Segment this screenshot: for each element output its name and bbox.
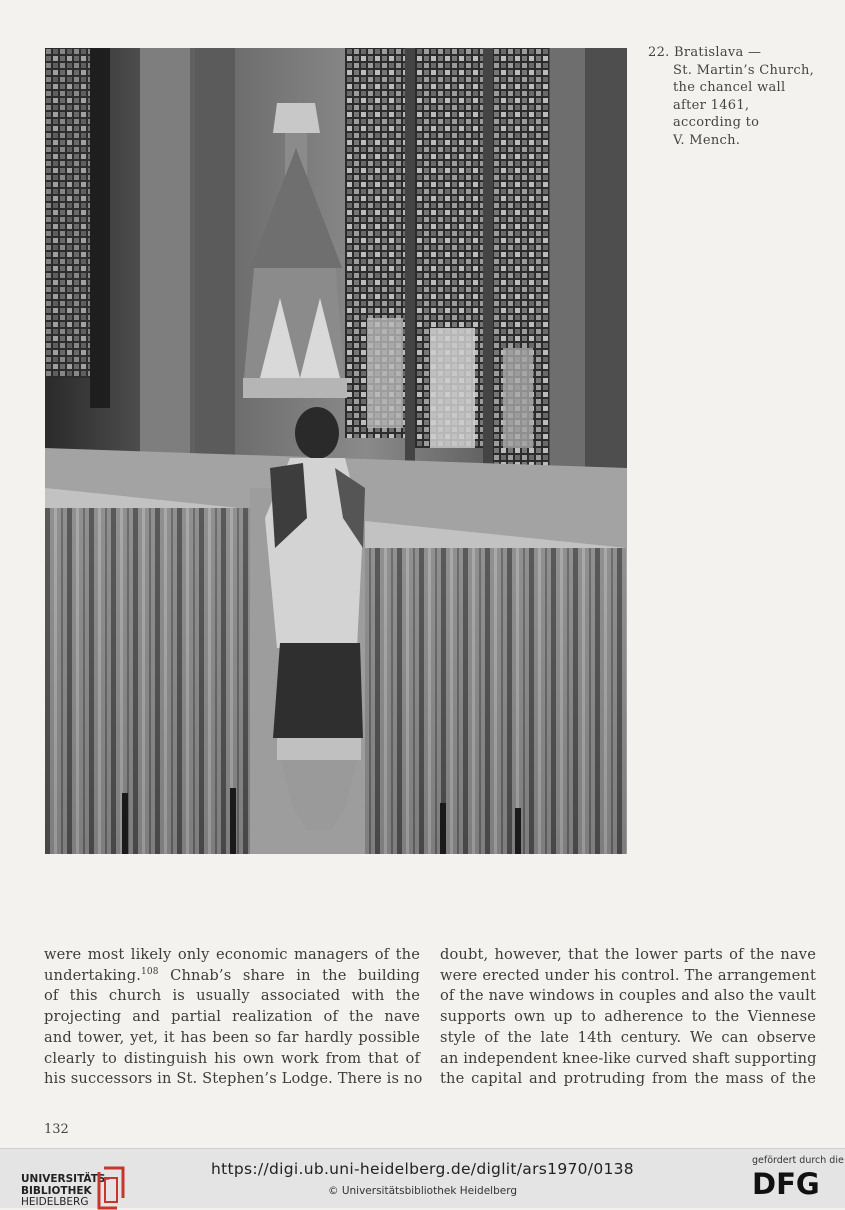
body-text-right-column (440, 945, 816, 1090)
text-line: were erected under his control. The arrangement (440, 966, 816, 984)
caption-line: after 1461, (673, 97, 750, 113)
figure-caption (648, 44, 838, 149)
text-line: style of the late 14th century. We can observe (440, 1028, 816, 1046)
library-name-line: HEIDELBERG (21, 1196, 89, 1208)
text-line (44, 966, 420, 987)
text-line: supports own up to adherence to the Viennese (440, 1008, 816, 1026)
caption-line: 22. Bratislava — (648, 45, 762, 60)
caption-line: according to (673, 115, 760, 130)
body-text-left-column (44, 945, 423, 1090)
text-line: projecting and partial realization of the nave (44, 1008, 420, 1026)
figure-photograph (45, 48, 627, 854)
library-name-line: UNIVERSITÄTS- (21, 1173, 110, 1185)
funder-label: gefördert durch die (752, 1155, 844, 1166)
permalink-url[interactable]: https://digi.ub.uni-heidelberg.de/diglit/ars1970/0138 (211, 1160, 634, 1178)
text-line: of this church is usually associated with the (44, 987, 420, 1005)
dfg-logo[interactable] (752, 1167, 832, 1197)
text-line: of the nave windows in couples and also the vault (440, 987, 816, 1005)
text-line: were most likely only economic managers of the (44, 946, 420, 963)
caption-line: St. Martin’s Church, (673, 62, 815, 78)
text-line: an independent knee-like curved shaft supporting (440, 1049, 817, 1067)
text-line: clearly to distinguish his own work from that of (44, 1049, 420, 1067)
viewer-footer (0, 1148, 845, 1208)
statue-photo-illustration (45, 48, 627, 854)
footnote-ref-108[interactable]: 108 (141, 966, 159, 977)
library-name-line: BIBLIOTHEK (21, 1184, 92, 1197)
text-line: his successors in St. Stephen’s Lodge. There is no (44, 1070, 423, 1088)
text-line: the capital and protruding from the mass of the (440, 1070, 816, 1088)
page-number: 132 (44, 1122, 69, 1137)
text-line: and tower, yet, it has been so far hardly possible (44, 1028, 420, 1046)
caption-line: V. Mench. (673, 132, 741, 148)
text-fragment: Chnab’s share in the building (158, 966, 420, 984)
dfg-logo-text: DFG (752, 1167, 820, 1197)
copyright-notice: © Universitätsbibliothek Heidelberg (327, 1185, 517, 1197)
text-fragment: undertaking. (44, 966, 142, 984)
text-line: doubt, however, that the lower parts of the nave (440, 946, 816, 963)
caption-line: the chancel wall (673, 80, 786, 95)
